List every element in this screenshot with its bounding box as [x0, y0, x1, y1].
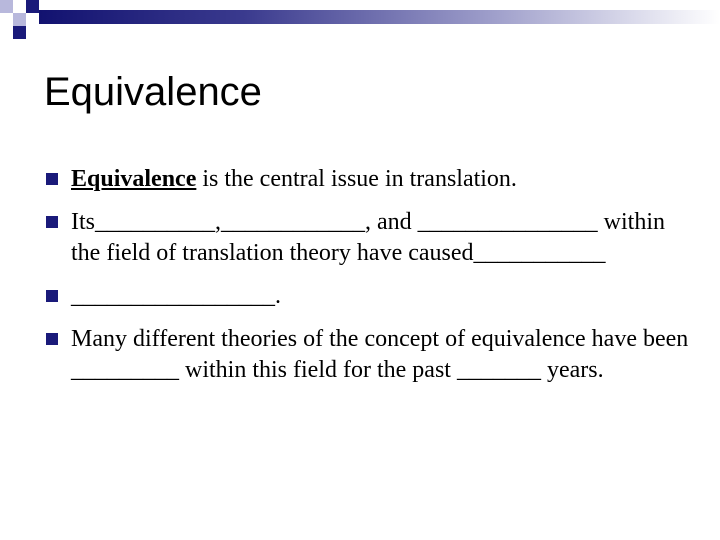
decor-square — [0, 13, 13, 26]
square-bullet-icon — [46, 290, 58, 302]
decor-square — [26, 13, 39, 26]
slide-title: Equivalence — [44, 70, 262, 114]
key-term: Equivalence — [71, 166, 197, 192]
bullet-item — [44, 207, 694, 269]
decor-square — [13, 26, 26, 39]
bullet-text: is the central issue in translation. — [196, 166, 517, 192]
decor-square — [0, 0, 13, 13]
square-bullet-icon — [46, 173, 58, 185]
bullet-text: Its__________,____________, and _______________ within the field of translation theory have caused___________ — [71, 209, 665, 266]
square-bullet-icon — [46, 333, 58, 345]
square-bullet-icon — [46, 216, 58, 228]
decor-square — [13, 0, 26, 13]
bullet-item — [44, 281, 694, 312]
bullet-text: _________________. — [71, 283, 281, 309]
decor-square — [0, 26, 13, 39]
decor-square — [26, 0, 39, 13]
bullet-item — [44, 164, 694, 195]
decor-square — [13, 13, 26, 26]
bullet-text: Many different theories of the concept of equivalence have been _________ within this field for the past _______ years. — [71, 326, 689, 383]
bullet-list — [44, 164, 694, 398]
bullet-item — [44, 324, 694, 386]
header-gradient-bar — [39, 10, 720, 24]
